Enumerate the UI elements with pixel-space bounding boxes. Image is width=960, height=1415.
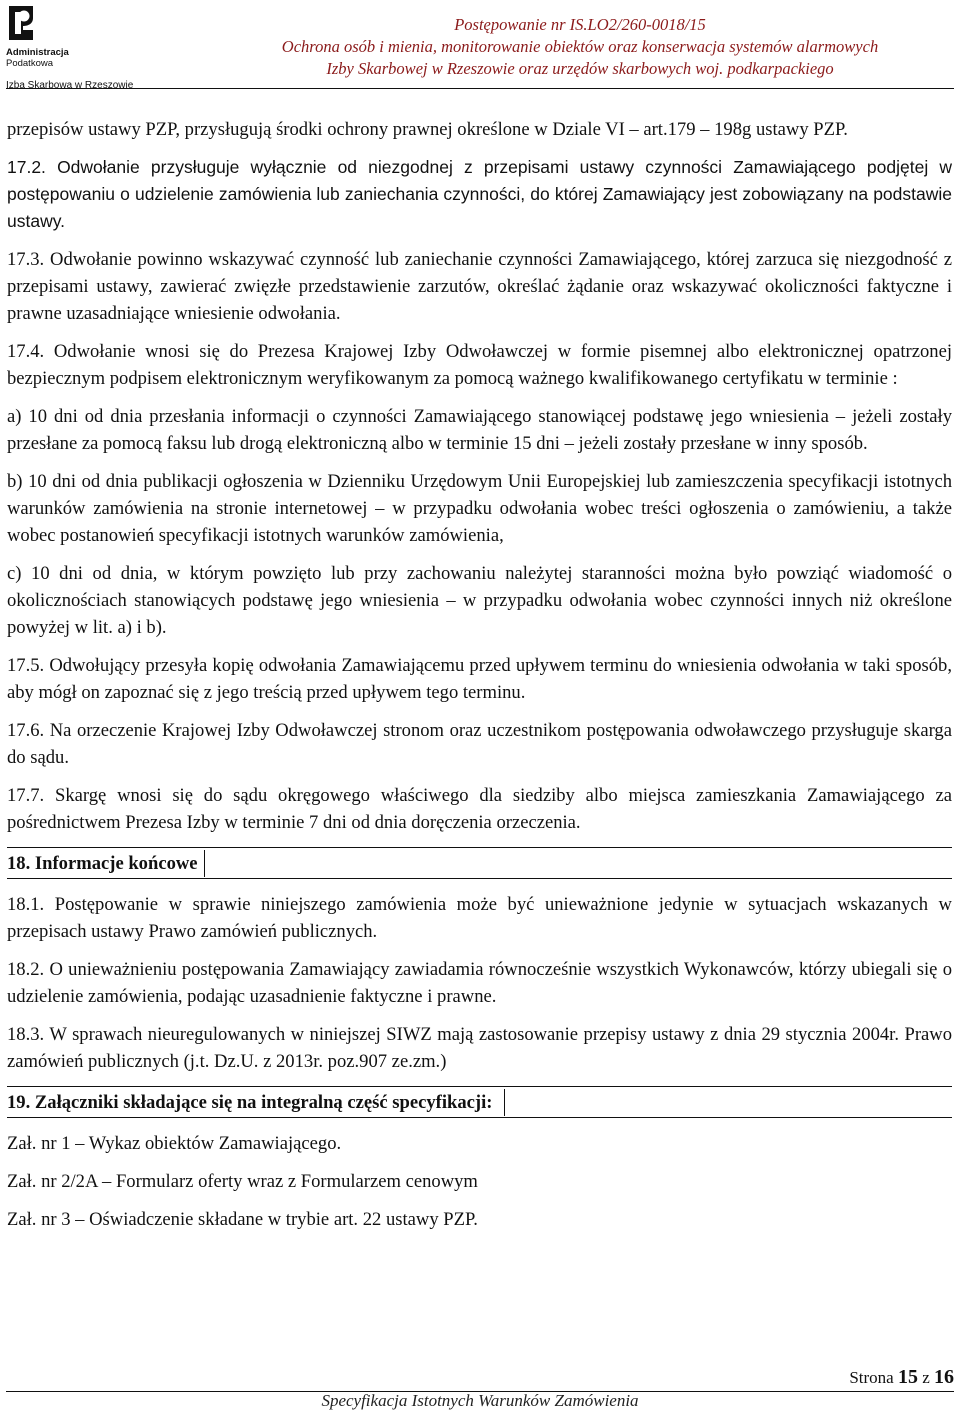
section-heading-18-text: 18. Informacje końcowe — [7, 850, 205, 877]
page-of: z — [922, 1368, 930, 1387]
footer-document-title: Specyfikacja Istotnych Warunków Zamówienia — [321, 1391, 639, 1410]
paragraph-intro: przepisów ustawy PZP, przysługują środki ochrony prawnej określone w Dziale VI – art.179 – 198g ustawy PZP. — [7, 119, 848, 140]
page-label: Strona — [849, 1368, 894, 1387]
logo-text — [6, 47, 146, 69]
section-heading-18 — [7, 847, 952, 879]
attachment-1: Zał. nr 1 – Wykaz obiektów Zamawiającego. — [7, 1133, 342, 1154]
header-subject-line-2: Izby Skarbowej w Rzeszowie oraz urzędów skarbowych woj. podkarpackiego — [326, 59, 834, 78]
attachment-2: Zał. nr 2/2A – Formularz oferty wraz z Formularzem cenowym — [7, 1171, 478, 1192]
paragraph-17-4-a: a) 10 dni od dnia przesłania informacji o czynności Zamawiającego stanowiącej podstawę jego wniesienia – jeżeli zostały przesłane za pomocą faksu lub drogą elektroniczną albo w terminie 15 dni – jeżeli zostały przesłane w inny sposób. — [7, 406, 952, 454]
page-current: 15 — [897, 1366, 918, 1388]
header-divider — [6, 88, 954, 89]
paragraph-18-1: 18.1. Postępowanie w sprawie niniejszego zamówienia może być unieważnione jedynie w sytuacjach wskazanych w przepisach ustawy Prawo zamówień publicznych. — [7, 894, 952, 942]
section-heading-19 — [7, 1086, 952, 1118]
logo-subtitle: Izba Skarbowa w Rzeszowie — [6, 80, 134, 91]
page-total: 16 — [934, 1366, 954, 1388]
paragraph-17-4-c: c) 10 dni od dnia, w którym powzięto lub przy zachowaniu należytej staranności można było powziąć wiadomość o okolicznościach stanowiących podstawę jego wniesienia – w przypadku odwołania wobec czynności innych niż określone powyżej w lit. a) i b). — [7, 563, 952, 638]
paragraph-18-2: 18.2. O unieważnieniu postępowania Zamawiający zawiadamia równocześnie wszystkich Wykonawców, którzy ubiegali się o udzielenie zamówienia, podając uzasadnienie faktyczne i prawne. — [7, 959, 952, 1007]
paragraph-17-4-b: b) 10 dni od dnia publikacji ogłoszenia w Dzienniku Urzędowym Unii Europejskiej lub zamieszczenia specyfikacji istotnych warunków zamówienia na stronie internetowej – w przypadku odwołania wobec treści ogłoszenia o zamówieniu, a także wobec postanowień specyfikacji istotnych warunków zamówienia, — [7, 471, 952, 546]
paragraph-17-7: 17.7. Skargę wnosi się do sądu okręgowego właściwego dla siedziby albo miejsca zamieszkania Zamawiającego za pośrednictwem Prezesa Izby w terminie 7 dni od dnia doręczenia orzeczenia. — [7, 785, 952, 833]
logo-text-line-2: Podatkowa — [6, 58, 54, 69]
paragraph-18-3: 18.3. W sprawach nieuregulowanych w niniejszej SIWZ mają zastosowanie przepisy ustawy z dnia 29 stycznia 2004r. Prawo zamówień publicznych (j.t. Dz.U. z 2013r. poz.907 ze.zm.) — [7, 1024, 952, 1072]
logo — [6, 4, 146, 91]
attachment-3: Zał. nr 3 – Oświadczenie składane w trybie art. 22 ustawy PZP. — [7, 1209, 478, 1230]
paragraph-17-2: 17.2. Odwołanie przysługuje wyłącznie od niezgodnej z przepisami ustawy czynności Zamawiającego podjętej w postępowaniu o udzielenie zamówienia lub zaniechania czynności, do której Zamawiający jest zobowiązany na podstawie ustawy. — [7, 157, 952, 231]
paragraph-17-3: 17.3. Odwołanie powinno wskazywać czynność lub zaniechanie czynności Zamawiającego, której zarzuca się niezgodność z przepisami ustawy, zawierać zwięzłe przedstawienie zarzutów, określać żądanie oraz wskazywać okoliczności faktyczne i prawne uzasadniające wniesienie odwołania. — [7, 249, 952, 324]
paragraph-17-4: 17.4. Odwołanie wnosi się do Prezesa Krajowej Izby Odwoławczej w formie pisemnej albo elektronicznej opatrzonej bezpiecznym podpisem elektronicznym weryfikowanym za pomocą ważnego kwalifikowanego certyfikatu w terminie : — [7, 341, 952, 389]
document-body — [7, 116, 952, 1244]
paragraph-17-6: 17.6. Na orzeczenie Krajowej Izby Odwoławczej stronom oraz uczestnikom postępowania odwoławczego przysługuje skarga do sądu. — [7, 720, 952, 768]
logo-text-line-1: Administracja — [6, 47, 69, 58]
paragraph-17-5: 17.5. Odwołujący przesyła kopię odwołania Zamawiającemu przed upływem terminu do wniesienia odwołania w taki sposób, aby mógł on zapoznać się z jego treścią przed upływem tego terminu. — [7, 655, 952, 703]
page-number — [849, 1366, 954, 1389]
section-heading-19-text: 19. Załączniki składające się na integralną część specyfikacji: — [7, 1089, 505, 1116]
header-case-number: Postępowanie nr IS.LO2/260-0018/15 — [454, 15, 706, 34]
document-header — [280, 14, 880, 80]
administracja-podatkowa-logo-icon — [6, 4, 36, 42]
header-subject-line-1: Ochrona osób i mienia, monitorowanie obiektów oraz konserwacja systemów alarmowych — [281, 37, 879, 56]
